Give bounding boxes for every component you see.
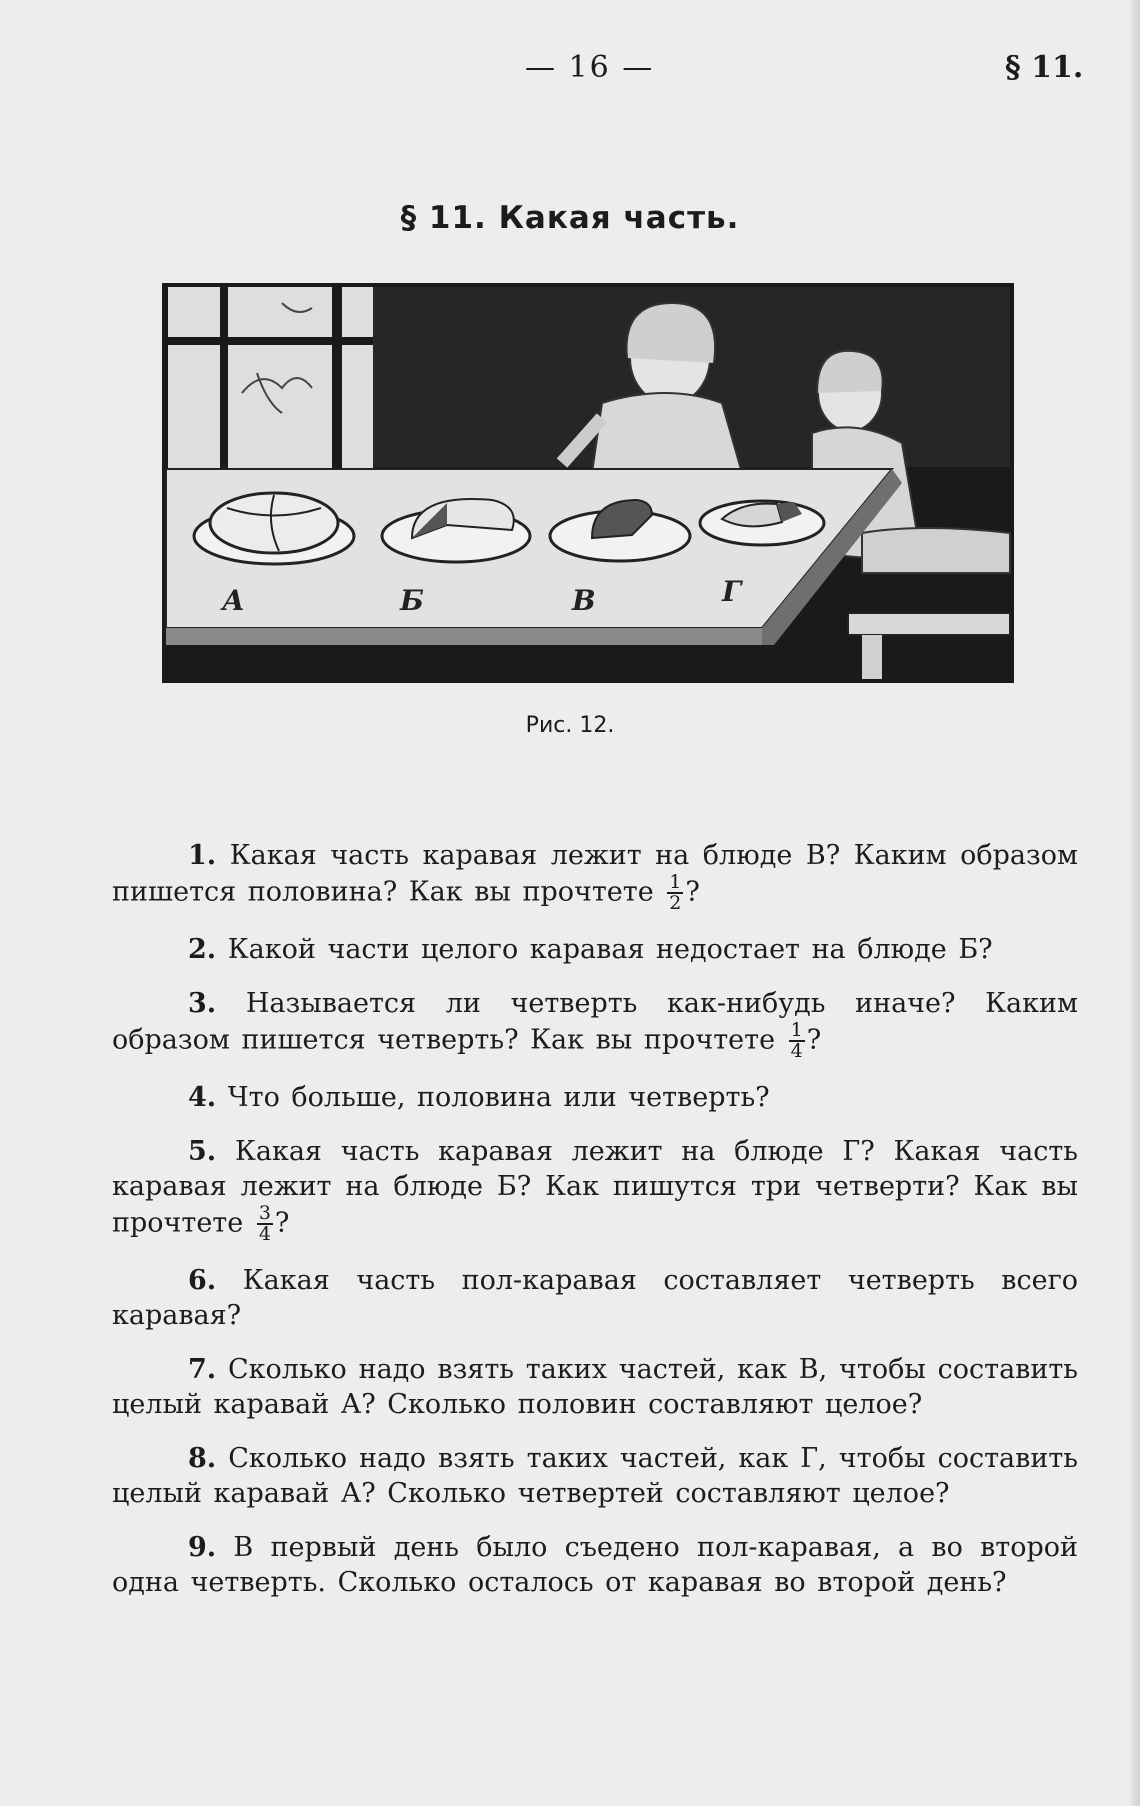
question-8: [112, 1441, 1078, 1511]
plate-label-g: Г: [722, 575, 742, 608]
fraction-denominator: 4: [790, 1040, 803, 1062]
question-text: Сколько надо взять таких частей, как Г, чтобы составить целый каравай А? Сколько четвертей составляют целое?: [112, 1443, 1078, 1509]
question-text: Что больше, половина или четверть?: [216, 1082, 770, 1113]
figure-caption: Рис. 12.: [525, 713, 615, 738]
running-header: [0, 50, 1140, 90]
plate-label-a: А: [222, 584, 245, 617]
question-1: [112, 838, 1078, 913]
question-text: Называется ли четверть как-нибудь иначе? Каким образом пишется четверть? Как вы прочтете: [112, 988, 1078, 1056]
question-5: [112, 1134, 1078, 1244]
question-text: Сколько надо взять таких частей, как В, чтобы составить целый каравай А? Сколько половин составляют целое?: [112, 1354, 1078, 1420]
question-number: 7.: [188, 1354, 217, 1385]
question-number: 3.: [188, 988, 217, 1019]
fraction-one-half: [667, 873, 683, 913]
running-section-mark: § 11.: [1005, 50, 1084, 85]
fraction-denominator: 4: [258, 1223, 271, 1245]
plate-label-b: Б: [400, 584, 424, 617]
question-number: 9.: [188, 1532, 217, 1563]
question-9: [112, 1530, 1078, 1600]
figure-illustration: [162, 283, 1014, 683]
question-3: [112, 986, 1078, 1061]
question-text-end: ?: [274, 1207, 290, 1239]
fraction-one-quarter: [789, 1021, 805, 1061]
section-title: § 11. Какая часть.: [400, 200, 740, 236]
question-text-end: ?: [806, 1024, 822, 1056]
question-text: В первый день было съедено пол-каравая, а во второй одна четверть. Сколько осталось от каравая во второй день?: [112, 1532, 1078, 1598]
fraction-three-quarters: [257, 1204, 273, 1244]
fraction-numerator: 1: [790, 1019, 803, 1041]
plate-label-v: В: [572, 584, 596, 617]
question-text: Какой части целого каравая недостает на блюде Б?: [216, 934, 993, 965]
question-number: 2.: [188, 934, 217, 965]
plate-g: [700, 501, 824, 545]
page-number: — 16 —: [525, 50, 655, 85]
question-6: [112, 1263, 1078, 1333]
illustration-svg: [162, 283, 1014, 683]
question-text: Какая часть каравая лежит на блюде Г? Какая часть каравая лежит на блюде Б? Как пишутся три четверти? Как вы прочтете: [112, 1136, 1078, 1239]
question-number: 5.: [188, 1136, 217, 1167]
questions-list: [112, 838, 1078, 1619]
question-number: 6.: [188, 1265, 217, 1296]
question-text: Какая часть каравая лежит на блюде В? Каким образом пишется половина? Как вы прочтете: [112, 840, 1078, 908]
page-edge-shadow: [1130, 0, 1140, 1806]
question-number: 1.: [188, 840, 217, 871]
question-text: Какая часть пол-каравая составляет четверть всего каравая?: [112, 1265, 1078, 1331]
question-number: 8.: [188, 1443, 217, 1474]
fraction-numerator: 3: [258, 1202, 271, 1224]
question-text-end: ?: [685, 876, 700, 908]
question-2: [112, 932, 1078, 967]
question-4: [112, 1080, 1078, 1115]
fraction-numerator: 1: [669, 871, 682, 893]
question-7: [112, 1352, 1078, 1422]
fraction-denominator: 2: [669, 892, 682, 914]
question-number: 4.: [188, 1082, 217, 1113]
window: [168, 287, 373, 469]
